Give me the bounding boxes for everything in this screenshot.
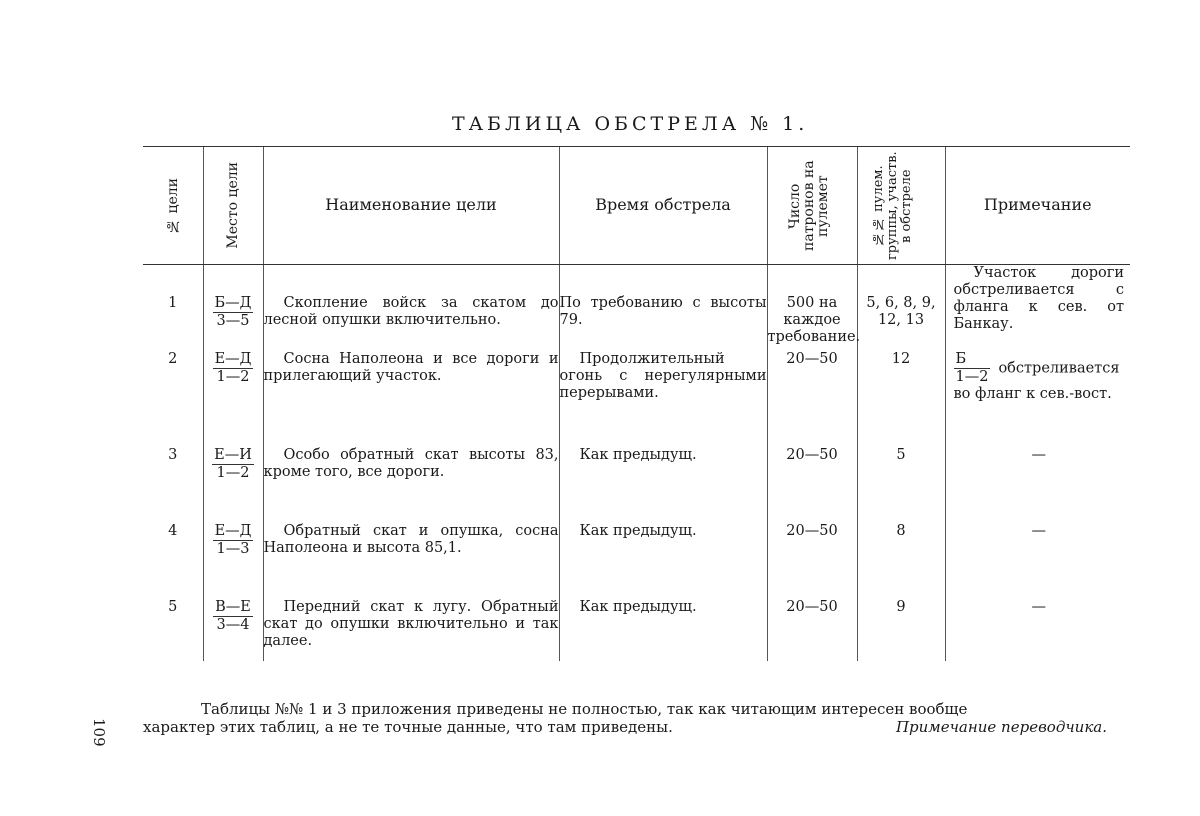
row-name: Обратный скат и опушка, сосна Наполеона и высота 85,1. [263,523,559,599]
row-mg: 8 [857,523,945,599]
row-time: Как предыдущ. [559,523,767,599]
row-note: — [945,599,1130,661]
row-mg: 12 [857,351,945,447]
row-no: 2 [143,351,203,447]
row-note: Участок дороги обстреливается с фланга к сев. от Банкау. [945,265,1130,351]
row-mg: 5 [857,447,945,523]
row-cartridges: 20—50 [767,523,857,599]
row-time: Как предыдущ. [559,599,767,661]
row-cartridges: 20—50 [767,599,857,661]
header-target-no: № цели [143,147,203,265]
footnote [143,700,1133,736]
row-no: 3 [143,447,203,523]
row-cartridges: 20—50 [767,351,857,447]
row-place: Б—Д 3—5 [203,265,263,351]
row-cartridges: 20—50 [767,447,857,523]
table-row [143,447,1130,523]
row-no: 4 [143,523,203,599]
row-note: Б 1—2 обстреливается во фланг к сев.-вост. [945,351,1130,447]
row-mg: 5, 6, 8, 9, 12, 13 [857,265,945,351]
row-place: Е—Д 1—2 [203,351,263,447]
row-time: По требованию с высоты 79. [559,265,767,351]
header-fire-time: Время обстрела [559,147,767,265]
row-place: В—Е 3—4 [203,599,263,661]
page-number: 109 [90,718,108,747]
header-target-name: Наименование цели [263,147,559,265]
table-row [143,265,1130,351]
row-place: Е—И 1—2 [203,447,263,523]
row-name: Особо обратный скат высоты 83, кроме того, все дороги. [263,447,559,523]
header-target-place: Место цели [203,147,263,265]
footnote-line-2: характер этих таблиц, а не те точные данные, что там приведены. [143,718,1133,736]
table-header-row [143,147,1130,265]
header-mg-numbers: №№ пулем. группы, участв. в обстреле [857,147,945,265]
footnote-line-1: Таблицы №№ 1 и 3 приложения приведены не полностью, так как читающим интересен вообще [143,700,1133,718]
row-time: Как предыдущ. [559,447,767,523]
page-title: ТАБЛИЦА ОБСТРЕЛА № 1. [452,113,808,135]
row-time: Продолжительный огонь с нерегулярными перерывами. [559,351,767,447]
header-note: Примечание [945,147,1130,265]
row-place: Е—Д 1—3 [203,523,263,599]
header-cartridges: Число патронов на пулемет [767,147,857,265]
footnote-signature: Примечание переводчика. [896,718,1107,736]
row-note: — [945,523,1130,599]
row-no: 5 [143,599,203,661]
row-no: 1 [143,265,203,351]
row-name: Скопление войск за скатом до лесной опушки включительно. [263,265,559,351]
row-mg: 9 [857,599,945,661]
row-name: Сосна Наполеона и все дороги и прилегающий участок. [263,351,559,447]
note-fraction: Б 1—2 [954,351,991,386]
row-note: — [945,447,1130,523]
table-row [143,523,1130,599]
table-row [143,351,1130,447]
fire-table [143,146,1130,661]
table-row [143,599,1130,661]
row-name: Передний скат к лугу. Обратный скат до опушки включительно и так далее. [263,599,559,661]
row-cartridges: 500 на каждое требование. [767,265,857,351]
